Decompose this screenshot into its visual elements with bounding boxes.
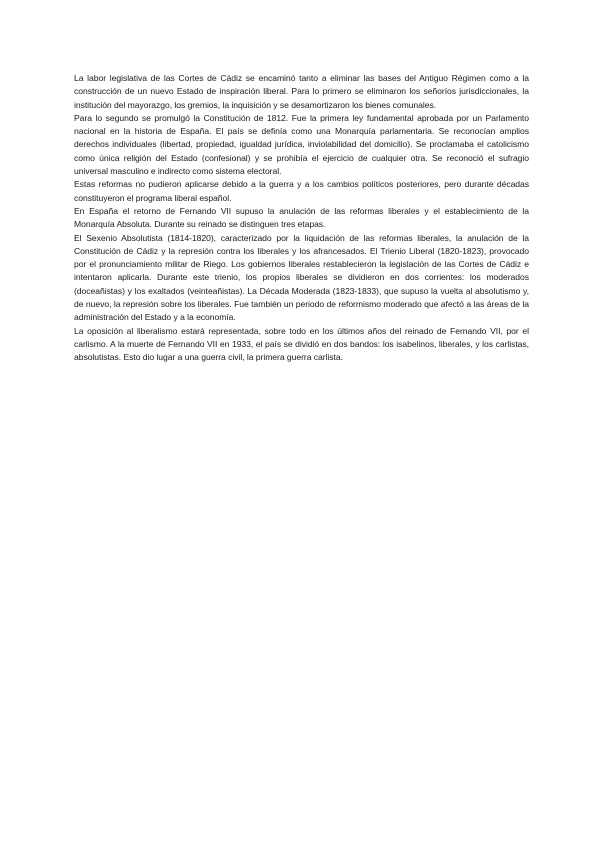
paragraph-constitucion-1812: Para lo segundo se promulgó la Constitución de 1812. Fue la primera ley fundamental aprobada por un Parlamento nacional en la historia de España. El país se definía como una Monarquía parlamentaria. Se reconocían amplios derechos individuales (libertad, propiedad, igualdad jurídica, inviolabilidad del domicilio). Se proclamaba el catolicismo como única religión del Estado (confesional) y se prohibía el ejercicio de cualquier otra. Se reconoció el sufragio universal masculino e indirecto como sistema electoral. bbox=[74, 112, 529, 177]
document-body bbox=[74, 72, 529, 365]
paragraph-fernando-vii: En España el retorno de Fernando VII supuso la anulación de las reformas liberales y el establecimiento de la Monarquía Absoluta. Durante su reinado se distinguen tres etapas. bbox=[74, 205, 529, 230]
paragraph-carlismo: La oposición al liberalismo estará representada, sobre todo en los últimos años del reinado de Fernando VII, por el carlismo. A la muerte de Fernando VII en 1933, el país se dividió en dos bandos: los isabelinos, liberales, y los carlistas, absolutistas. Esto dio lugar a una guerra civil, la primera guerra carlista. bbox=[74, 325, 529, 363]
paragraph-reformas: Estas reformas no pudieron aplicarse debido a la guerra y a los cambios políticos posteriores, pero durante décadas constituyeron el programa liberal español. bbox=[74, 179, 529, 203]
paragraph-cortes-cadiz: La labor legislativa de las Cortes de Cádiz se encaminó tanto a eliminar las bases del Antiguo Régimen como a la construcción de un nuevo Estado de inspiración liberal. Para lo primero se eliminaron los señoríos jurisdiccionales, la institución del mayorazgo, los gremios, la inquisición y se desamortizaron los bienes comunales. bbox=[74, 73, 529, 110]
paragraph-etapas: El Sexenio Absolutista (1814-1820), caracterizado por la liquidación de las reformas liberales, la anulación de la Constitución de Cádiz y la represión contra los liberales y los afrancesados. El Trienio Liberal (1820-1823), provocado por el pronunciamiento militar de Riego. Los gobiernos liberales restablecieron la legislación de las Cortes de Cádiz e intentaron aplicarla. Durante este trienio, los propios liberales se dividieron en dos corrientes: los moderados (doceañistas) y los exaltados (veinteañistas). La Década Moderada (1823-1833), que supuso la vuelta al absolutismo y, de nuevo, la represión sobre los liberales. Fue también un periodo de reformismo moderado que afectó a las áreas de la administración del Estado y a la economía. bbox=[74, 232, 529, 323]
